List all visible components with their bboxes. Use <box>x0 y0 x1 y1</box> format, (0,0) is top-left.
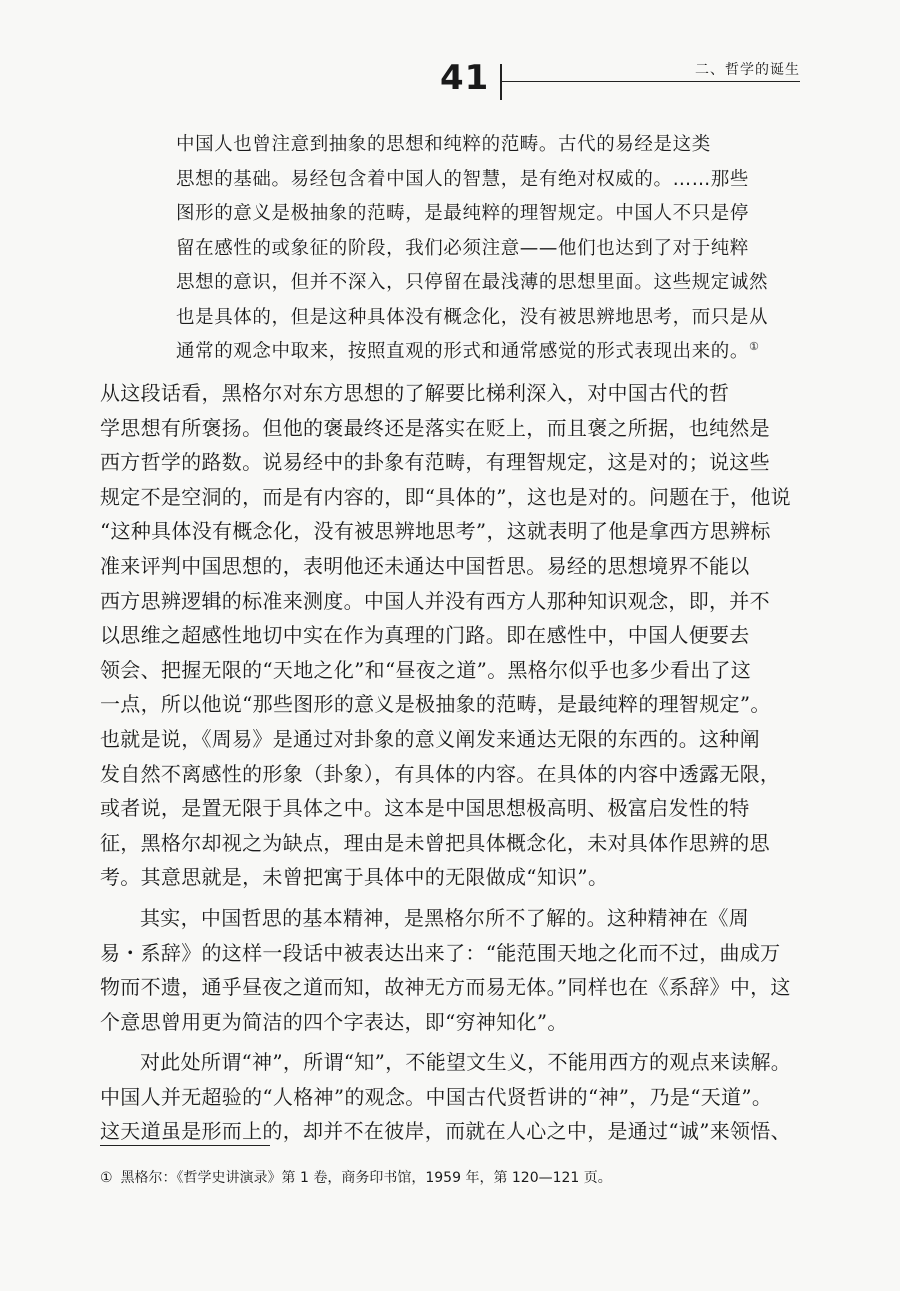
quote-line: 中国人也曾注意到抽象的思想和纯粹的范畴。古代的易经是这类 <box>176 134 711 155</box>
header-horizontal-rule <box>502 81 800 82</box>
paragraph-3-cont <box>100 1080 800 1149</box>
quote-line: 思想的基础。易经包含着中国人的智慧，是有绝对权威的。……那些 <box>176 168 750 190</box>
paragraph-2 <box>100 901 800 936</box>
text-line: 以思维之超感性地切中实在作为真理的门路。即在感性中，中国人便要去 <box>100 623 750 648</box>
quote-line: 思想的意识，但并不深入，只停留在最浅薄的思想里面。这些规定诚然 <box>176 272 769 293</box>
text-line: 发自然不离感性的形象（卦象），有具体的内容。在具体的内容中透露无限， <box>100 761 781 786</box>
text-line: 也就是说，《周易》是通过对卦象的意义阐发来通达无限的东西的。这种阐 <box>100 726 760 751</box>
text-line: 考。其意思就是，未曾把寓于具体中的无限做成“知识”。 <box>100 865 609 890</box>
footnote <box>100 1168 800 1188</box>
footnote-reference[interactable]: ① <box>749 339 760 353</box>
footnote-rule <box>100 1145 270 1146</box>
block-quote <box>176 128 796 370</box>
footnote-marker: ① <box>100 1170 113 1186</box>
text-line: 物而不遗，通乎昼夜之道而知，故神无方而易无体。”同样也在《系辞》中，这 <box>100 975 791 1000</box>
paragraph-1 <box>100 376 800 895</box>
text-line: 这天道虽是形而上的，却并不在彼岸，而就在人心之中，是通过“诚”来领悟、 <box>100 1119 791 1144</box>
footnote-text: 黑格尔：《哲学史讲演录》第 1 卷，商务印书馆，1959 年，第 120—121 页。 <box>120 1170 612 1186</box>
text-line: 或者说，是置无限于具体之中。这本是中国思想极高明、极富启发性的特 <box>100 796 750 821</box>
text-line: 从这段话看，黑格尔对东方思想的了解要比梯利深入，对中国古代的哲 <box>100 381 730 405</box>
quote-last-line <box>176 335 796 370</box>
text-line: 征，黑格尔却视之为缺点，理由是未曾把具体概念化，未对具体作思辨的思 <box>100 830 770 855</box>
text-line: 准来评判中国思想的，表明他还未通达中国哲思。易经的思想境界不能以 <box>100 553 750 578</box>
text-line: 西方哲学的路数。说易经中的卦象有范畴，有理智规定，这是对的；说这些 <box>100 450 770 475</box>
running-title: 二、哲学的诞生 <box>695 62 800 78</box>
text-line: 中国人并无超验的“人格神”的观念。中国古代贤哲讲的“神”，乃是“天道”。 <box>100 1084 773 1109</box>
header-vertical-rule <box>500 64 502 100</box>
text-line: 规定不是空洞的，而是有内容的，即“具体的”，这也是对的。问题在于，他说 <box>100 484 791 509</box>
quote-line: 也是具体的，但是这种具体没有概念化，没有被思辨地思考，而只是从 <box>176 306 769 328</box>
quote-line: 图形的意义是极抽象的范畴，是最纯粹的理智规定。中国人不只是停 <box>176 203 750 224</box>
text-line: 个意思曾用更为简洁的四个字表达，即“穷神知化”。 <box>100 1009 568 1034</box>
quote-line-text: 通常的观念中取来，按照直观的形式和通常感觉的形式表现出来的。 <box>176 341 750 362</box>
quote-line: 留在感性的或象征的阶段，我们必须注意——他们也达到了对于纯粹 <box>176 237 750 259</box>
text-line: 西方思辨逻辑的标准来测度。中国人并没有西方人那种知识观念，即，并不 <box>100 588 770 613</box>
body-text <box>100 376 800 1149</box>
text-line: 领会、把握无限的“天地之化”和“昼夜之道”。黑格尔似乎也多少看出了这 <box>100 657 752 682</box>
text-line: 一点，所以他说“那些图形的意义是极抽象的范畴，是最纯粹的理智规定”。 <box>100 692 771 717</box>
paragraph-2-cont <box>100 936 800 1040</box>
text-line: “这种具体没有概念化，没有被思辨地思考”，这就表明了他是拿西方思辨标 <box>100 519 771 544</box>
text-line: 对此处所谓“神”，所谓“知”，不能望文生义，不能用西方的观点来读解。 <box>140 1050 792 1075</box>
text-line: 学思想有所褒扬。但他的褒最终还是落实在贬上，而且褒之所据，也纯然是 <box>100 415 770 440</box>
text-line: 其实，中国哲思的基本精神，是黑格尔所不了解的。这种精神在《周 <box>140 905 749 930</box>
text-line: 易・系辞》的这样一段话中被表达出来了：“能范围天地之化而不过，曲成万 <box>100 940 781 965</box>
paragraph-3 <box>100 1045 800 1080</box>
page-number: 41 <box>440 58 490 98</box>
